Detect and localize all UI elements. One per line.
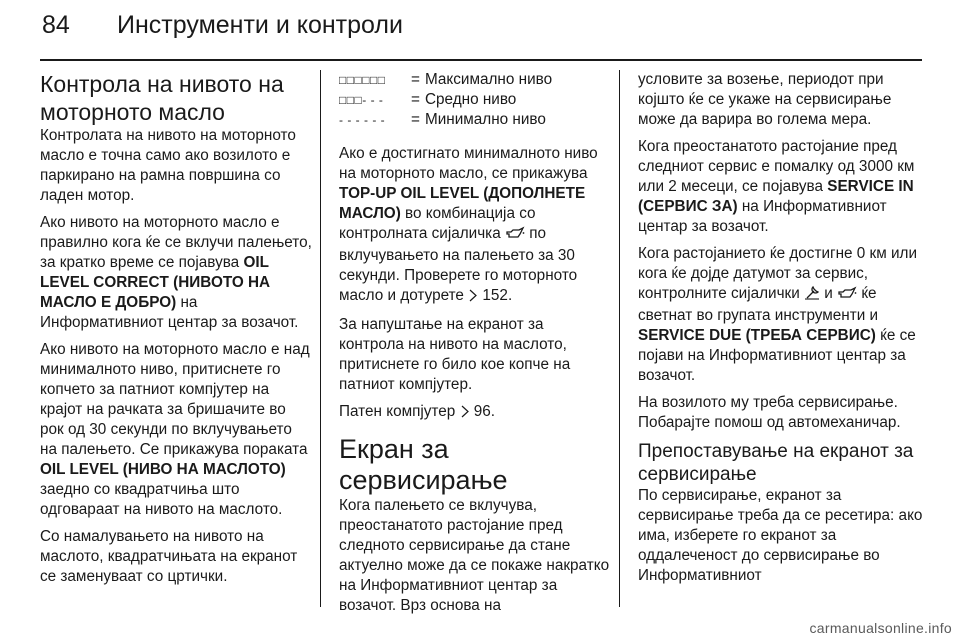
page-reference: 152. — [482, 287, 513, 304]
service-wrench-icon — [804, 285, 820, 306]
text-run: Кога преостанатото растојание пред следниот сервис е помалку од 3000 км или 2 месеци, се појавува — [638, 138, 915, 195]
column-service-continued — [638, 70, 928, 593]
oil-level-legend — [339, 70, 611, 130]
paragraph-trip-computer-ref — [339, 402, 611, 424]
level-marks: - - - - - - — [339, 113, 386, 127]
text-run: во комбинација со контролната сијаличка — [339, 205, 536, 242]
page-number: 84 — [42, 11, 70, 39]
legend-row-mid — [339, 90, 611, 110]
text-run: Патен компјутер — [339, 403, 460, 420]
watermark-text: carmanualsonline.info — [809, 620, 952, 636]
oil-can-icon — [505, 226, 525, 246]
header-divider — [40, 59, 922, 61]
paragraph-exit-display: За напуштање на екранот за контрола на нивото на маслото, притиснете го било кое копче на патниот компјутер. — [339, 316, 571, 393]
text-run: и — [820, 285, 838, 302]
level-label: Минимално ниво — [425, 111, 546, 128]
page-header — [0, 0, 960, 60]
level-label: Средно ниво — [425, 91, 517, 108]
paragraph-service-conditions: условите за возење, периодот при којшто ќе се укаже на сервисирање може да варира во голема мера. — [638, 71, 892, 128]
page-reference: 96. — [473, 403, 496, 420]
paragraph-service-display-intro: Кога палењето се вклучува, преостанатото растојание пред следното сервисирање да стане актуелно може да се покаже накратко на Информативниот центар за возачот. Врз основа на — [339, 497, 610, 614]
column-divider — [320, 70, 321, 607]
subheading-reset-service-display: Препоставување на екранот за сервисирање — [638, 441, 914, 485]
paragraph-service-due — [638, 244, 928, 386]
display-message-oil-level-correct: OIL LEVEL CORRECT (НИВОТО НА МАСЛО Е ДОБРО) — [40, 254, 271, 311]
text-run: заедно со квадратчињa што одговараат на нивото на маслото. — [40, 481, 283, 518]
paragraph-oil-level-above-min — [40, 340, 312, 520]
chapter-title: Инструменти и контроли — [117, 11, 403, 39]
legend-row-min — [339, 110, 611, 130]
text-run: Кога растојанието ќе достигне 0 км или кога ќе дојде датумот за сервис, контролните сијалички — [638, 245, 918, 302]
paragraph-top-up — [339, 144, 611, 308]
display-message-service-due: SERVICE DUE (ТРЕБА СЕРВИС) — [638, 327, 876, 344]
paragraph-oil-level-intro: Контролата на нивото на моторното масло е точна само ако возилото е паркирано на рамна површина со ладен мотор. — [40, 127, 296, 204]
text-run: на Информативниот центар за возачот. — [638, 198, 887, 235]
paragraph-reset-service-display: По сервисирање, екранот за сервисирање треба да се ресетира: ако има, изберете го екранот за оддалеченост до сервисирање во Информативниот — [638, 487, 923, 584]
text-run: на Информативниот центар за возачот. — [40, 294, 299, 331]
text-run: Ако нивото на моторното масло е над минималното ниво, притиснете го копчето за патниот компјутер на крајот на рачката за бришачите во рок од 30 секунди по вклучувањето на палењето. Се прикажува пораката — [40, 341, 310, 458]
column-divider — [619, 70, 620, 607]
page-reference-arrow-icon — [460, 404, 470, 424]
paragraph-oil-level-decrease: Со намалувањето на нивото на маслото, квадратчињата на екранот се заменуваат со цртички. — [40, 528, 298, 585]
equals-sign: = — [411, 91, 420, 108]
level-label: Максимално ниво — [425, 71, 553, 88]
text-run: ќе светнат во групата инструменти и — [638, 285, 879, 324]
section-heading-service-display: Екран за сервисирање — [339, 434, 508, 495]
paragraph-oil-level-correct — [40, 213, 312, 333]
column-levels-and-service — [339, 70, 611, 623]
display-message-oil-level: OIL LEVEL (НИВО НА МАСЛОТО) — [40, 461, 286, 478]
oil-can-icon — [837, 286, 857, 306]
column-oil-level — [40, 70, 312, 594]
equals-sign: = — [411, 71, 420, 88]
display-message-top-up: TOP-UP OIL LEVEL (ДОПОЛНЕТЕ МАСЛО) — [339, 185, 586, 222]
text-run: по вклучувањето на палењето за 30 секунди. Проверете го моторното масло и дотурете — [339, 225, 578, 304]
page-reference-arrow-icon — [468, 288, 478, 308]
paragraph-service-in — [638, 137, 928, 237]
level-marks: □□□- - - — [339, 93, 384, 107]
level-marks: □□□□□□ — [339, 73, 386, 87]
paragraph-vehicle-needs-service: На возилото му треба сервисирање. Побарајте помош од автомеханичар. — [638, 394, 901, 431]
text-run: ќе се појави на Информативниот центар за возачот. — [638, 327, 916, 384]
section-heading-oil-level: Контрола на нивото на моторното масло — [40, 71, 284, 125]
text-run: Ако е достигнато минималното ниво на моторното масло, се прикажува — [339, 145, 598, 182]
display-message-service-in: SERVICE IN (СЕРВИС ЗА) — [638, 178, 914, 215]
text-run: Ако нивото на моторното масло е правилно кога ќе се вклучи палењето, за кратко време се појавува — [40, 214, 312, 271]
legend-row-max — [339, 70, 611, 90]
equals-sign: = — [411, 111, 420, 128]
